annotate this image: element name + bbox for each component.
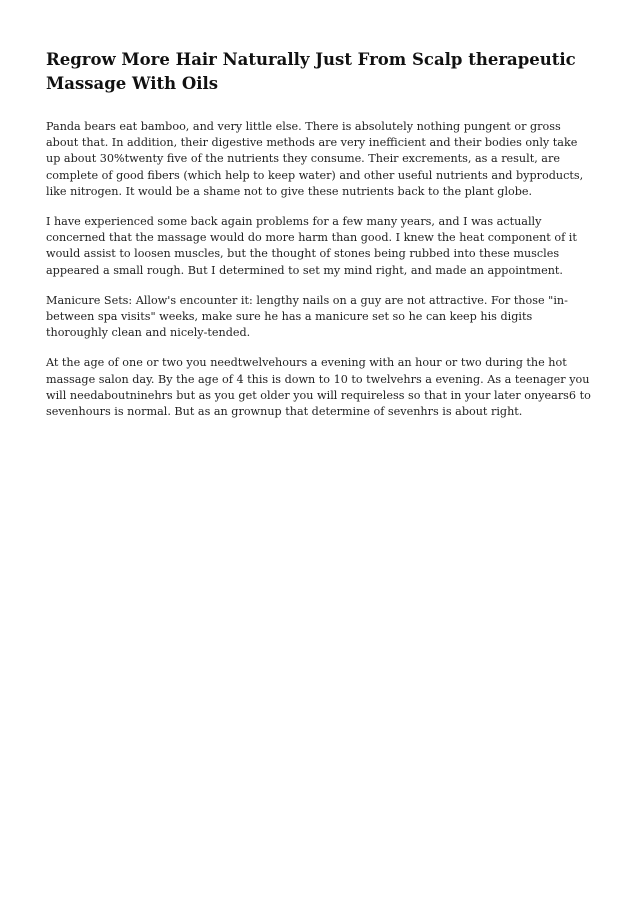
document-page bbox=[46, 48, 594, 434]
paragraph-1: Panda bears eat bamboo, and very little else. There is absolutely nothing pungent or gross about that. In addition, their digestive methods are very inefficient and their bodies only take up about 30%twenty five of the nutrients they consume. Their excrements, as a result, are complete of good fibers (which help to keep water) and other useful nutrients and byproducts, like nitrogen. It would be a shame not to give these nutrients back to the plant globe. bbox=[46, 120, 584, 198]
paragraph-2: I have experienced some back again problems for a few many years, and I was actually concerned that the massage would do more harm than good. I knew the heat component of it would assist to loosen muscles, but the thought of stones being rubbed into these muscles appeared a small rough. But I determined to set my mind right, and made an appointment. bbox=[46, 215, 577, 277]
paragraph-4: At the age of one or two you needtwelvehours a evening with an hour or two during the hot massage salon day. By the age of 4 this is down to 10 to twelvehrs a evening. As a teenager you will needaboutninehrs but as you get older you will requireless so that in your later onyears6 to sevenhours is normal. But as an grownup that determine of sevenhrs is about right. bbox=[46, 356, 591, 419]
document-title: Regrow More Hair Naturally Just From Scalp therapeutic Massage With Oils bbox=[46, 50, 576, 93]
paragraph-3: Manicure Sets: Allow's encounter it: lengthy nails on a guy are not attractive. For those "in-between spa visits" weeks, make sure he has a manicure set so he can keep his digits thoroughly clean and nicely-tended. bbox=[46, 293, 568, 340]
